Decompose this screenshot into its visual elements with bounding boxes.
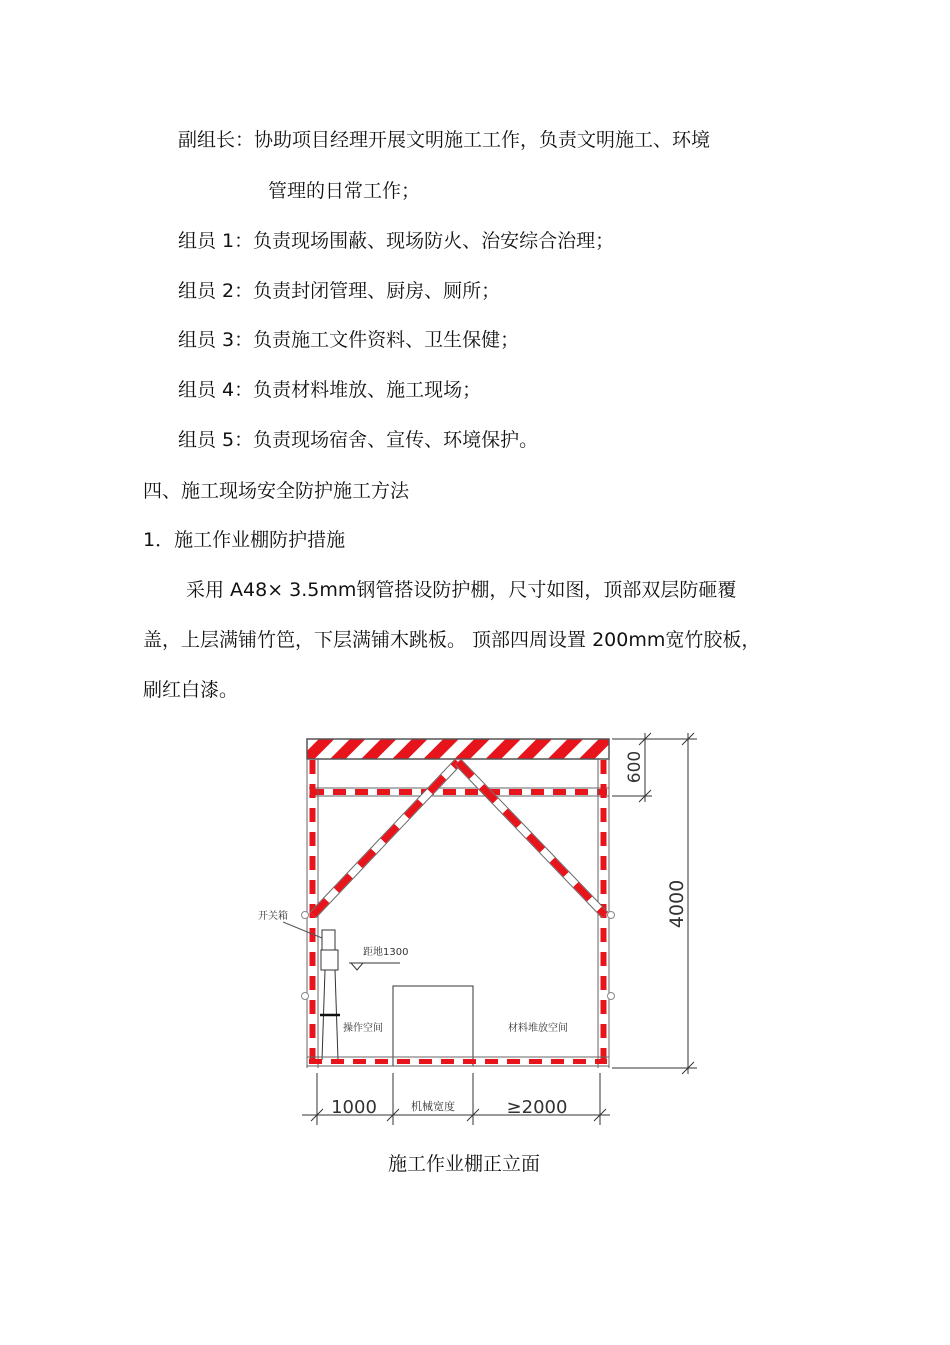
paragraph-member-1: 组员 1：负责现场围蔽、现场防火、治安综合治理；	[178, 230, 615, 252]
operation-space-label: 操作空间	[343, 1023, 383, 1034]
body-text-line-3: 刷红白漆。	[143, 679, 239, 701]
dim-right-2000: ≥2000	[506, 1097, 568, 1118]
paragraph-member-2: 组员 2：负责封闭管理、厨房、厕所；	[178, 280, 501, 302]
top-warning-board	[307, 739, 609, 759]
diagonal-brace-left	[313, 762, 458, 915]
diagonal-brace-right	[458, 762, 605, 915]
switch-box-label: 开关箱	[258, 911, 288, 922]
machine-box	[393, 986, 473, 1066]
paragraph-member-5: 组员 5：负责现场宿舍、宣传、环境保护。	[178, 429, 539, 451]
dim-top-600: 600	[625, 750, 645, 784]
subsection-heading-1: 1．施工作业棚防护措施	[143, 529, 346, 551]
dim-height-4000: 4000	[666, 879, 688, 929]
paragraph-member-4: 组员 4：负责材料堆放、施工现场；	[178, 379, 482, 401]
body-text-line-2: 盖，上层满铺竹笆，下层满铺木跳板。 顶部四周设置 200mm宽竹胶板，	[143, 629, 761, 651]
section-heading-4: 四、施工现场安全防护施工方法	[143, 480, 410, 502]
paragraph-deputy-leader: 副组长：协助项目经理开展文明施工工作，负责文明施工、环境	[178, 129, 711, 151]
elevation-marker	[349, 963, 400, 970]
body-text-line-1: 采用 A48× 3.5mm钢管搭设防护棚，尺寸如图，顶部双层防砸覆	[186, 579, 737, 601]
paragraph-deputy-leader-cont: 管理的日常工作；	[268, 180, 421, 202]
height-note-label: 距地1300	[363, 947, 409, 958]
switch-box	[283, 922, 340, 1060]
dim-machine-width: 机械宽度	[411, 1100, 455, 1113]
material-space-label: 材料堆放空间	[508, 1023, 568, 1034]
paragraph-member-3: 组员 3：负责施工文件资料、卫生保健；	[178, 329, 520, 351]
dim-left-1000: 1000	[331, 1097, 377, 1118]
figure-caption: 施工作业棚正立面	[388, 1153, 541, 1175]
